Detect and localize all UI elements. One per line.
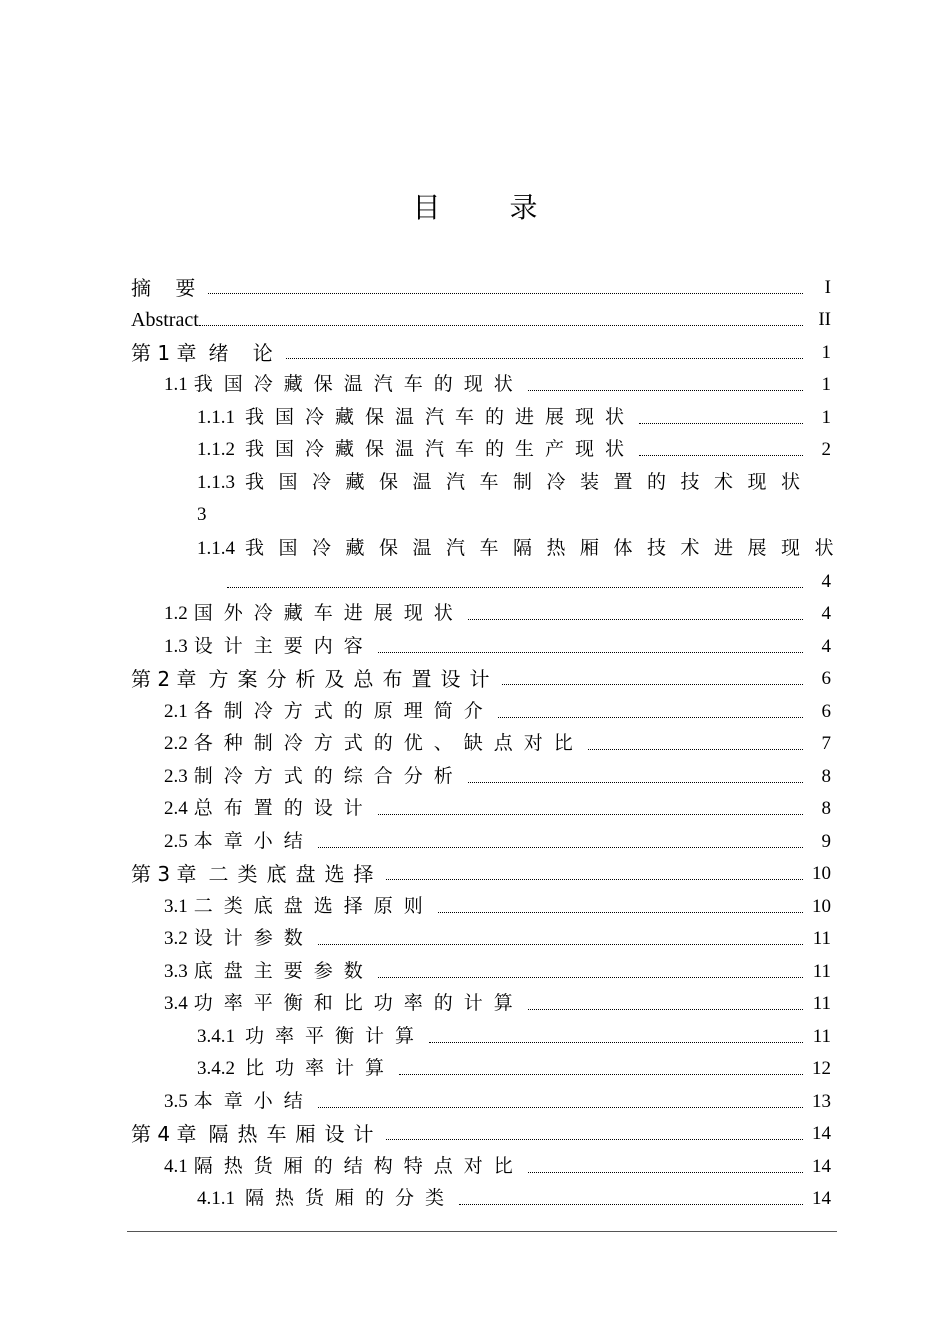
toc-entry-text: 二类底盘选择 bbox=[208, 862, 383, 886]
toc-entry-chapter-1[interactable] bbox=[131, 331, 831, 364]
toc-entry-text: 各制冷方式的原理简介 bbox=[193, 700, 494, 722]
toc-page-number: 13 bbox=[812, 1090, 831, 1112]
toc-page-number: 4 bbox=[821, 603, 831, 624]
dot-leader bbox=[399, 1073, 803, 1075]
toc-entry-1-2[interactable] bbox=[131, 593, 831, 626]
toc-entry-text: 隔热货厢的分类 bbox=[245, 1188, 456, 1209]
toc-entry-number: 3.4.2 bbox=[197, 1058, 235, 1079]
dot-leader bbox=[378, 976, 803, 978]
dot-leader bbox=[378, 651, 803, 653]
toc-entry-number: 3.3 bbox=[164, 960, 188, 982]
toc-entry-text: 本章小结 bbox=[193, 830, 314, 852]
toc-entry-number: 1.1 bbox=[164, 374, 188, 395]
toc-page-number: 14 bbox=[812, 1123, 831, 1144]
toc-entry-text: 功率平衡计算 bbox=[245, 1025, 426, 1047]
toc-entry-3-4-1[interactable] bbox=[131, 1015, 831, 1048]
toc-entry-2-3[interactable] bbox=[131, 755, 831, 788]
toc-page-number: 1 bbox=[821, 341, 831, 363]
toc-entry-1-3[interactable] bbox=[131, 625, 831, 658]
toc-entry-number: 3.4.1 bbox=[197, 1025, 235, 1047]
toc-entry-1-1-2[interactable] bbox=[131, 429, 831, 462]
toc-entry-2-2[interactable] bbox=[131, 723, 831, 756]
dot-leader bbox=[438, 911, 803, 913]
toc-entry-chapter-4[interactable] bbox=[131, 1113, 831, 1146]
toc-page-number: 8 bbox=[821, 765, 831, 787]
toc-entry-1-1-4[interactable] bbox=[131, 526, 849, 560]
dot-leader bbox=[639, 454, 803, 456]
toc-entry-number: 3.5 bbox=[164, 1090, 188, 1112]
toc-entry-text: 功率平衡和比功率的计算 bbox=[193, 993, 524, 1014]
toc-page-number: 8 bbox=[821, 798, 831, 819]
toc-page-number: II bbox=[818, 309, 831, 330]
toc-entry-text: 比功率计算 bbox=[245, 1058, 396, 1079]
dot-leader bbox=[318, 943, 803, 945]
toc-entry-number: 2.5 bbox=[164, 830, 188, 852]
toc-entry-1-1-3[interactable] bbox=[131, 461, 831, 494]
toc-page-number: 14 bbox=[812, 1155, 831, 1177]
toc-page-number: 10 bbox=[812, 863, 831, 884]
toc-entry-number: 1.3 bbox=[164, 635, 188, 657]
toc-entry-3-4-2[interactable] bbox=[131, 1048, 831, 1081]
toc-entry-number: 第 1 章 bbox=[131, 340, 197, 365]
toc-entry-1-1-4-continuation bbox=[131, 560, 831, 593]
toc-entry-number: 2.1 bbox=[164, 700, 188, 722]
toc-page-number: 4 bbox=[821, 570, 831, 592]
toc-entry-3-4[interactable] bbox=[131, 983, 831, 1016]
toc-entry-text: 设计参数 bbox=[193, 928, 314, 949]
toc-entry-number: 4.1.1 bbox=[197, 1188, 235, 1209]
toc-entry-text: 我国冷藏保温汽车隔热厢体技术进展现状 bbox=[245, 538, 849, 559]
dot-leader bbox=[386, 878, 803, 880]
toc-page-number: 10 bbox=[812, 895, 831, 917]
toc-entry-text: 摘 要 bbox=[131, 275, 205, 300]
dot-leader bbox=[498, 716, 803, 718]
toc-entry-text: 总布置的设计 bbox=[193, 798, 374, 819]
dot-leader bbox=[208, 292, 803, 294]
toc-entry-number: 第 4 章 bbox=[131, 1122, 197, 1146]
dot-leader bbox=[468, 781, 803, 783]
toc-page-number: I bbox=[824, 276, 831, 298]
toc-entry-text: Abstract bbox=[131, 309, 199, 331]
dot-leader bbox=[639, 422, 803, 424]
toc-entry-4-1-1[interactable] bbox=[131, 1178, 831, 1211]
footer-rule bbox=[127, 1231, 837, 1232]
toc-page-number: 1 bbox=[821, 374, 831, 395]
toc-entry-text: 本章小结 bbox=[193, 1090, 314, 1112]
toc-entry-number: 1.1.4 bbox=[197, 538, 235, 559]
page-title: 目 录 bbox=[412, 191, 568, 224]
toc-entry-1-1-1[interactable] bbox=[131, 396, 831, 429]
toc-entry-number: 4.1 bbox=[164, 1155, 188, 1177]
toc-page-number: 6 bbox=[821, 668, 831, 689]
dot-leader bbox=[468, 618, 803, 620]
toc-page-number: 1 bbox=[821, 406, 831, 428]
dot-leader bbox=[459, 1203, 803, 1205]
toc-entry-text: 设计主要内容 bbox=[193, 635, 374, 657]
toc-entry-2-5[interactable] bbox=[131, 820, 831, 853]
toc-entry-number: 第 3 章 bbox=[131, 862, 197, 886]
table-of-contents bbox=[131, 266, 849, 1210]
toc-entry-text: 我国冷藏保温汽车的进展现状 bbox=[245, 406, 636, 428]
dot-leader bbox=[502, 683, 803, 685]
toc-entry-text: 各种制冷方式的优、缺点对比 bbox=[193, 733, 584, 754]
toc-page-number: 14 bbox=[812, 1188, 831, 1209]
toc-entry-abstract-cn[interactable] bbox=[131, 266, 831, 299]
dot-leader bbox=[318, 846, 803, 848]
toc-entry-3-5[interactable] bbox=[131, 1080, 831, 1113]
toc-page-number: 2 bbox=[821, 439, 831, 460]
toc-entry-chapter-3[interactable] bbox=[131, 853, 831, 886]
toc-entry-number: 3.2 bbox=[164, 928, 188, 949]
toc-entry-number: 1.1.3 bbox=[197, 471, 235, 493]
toc-entry-4-1[interactable] bbox=[131, 1145, 831, 1178]
toc-entry-number: 2.2 bbox=[164, 733, 188, 754]
toc-entry-text: 底盘主要参数 bbox=[193, 960, 374, 982]
toc-page-number: 7 bbox=[821, 733, 831, 754]
toc-entry-number: 2.3 bbox=[164, 765, 188, 787]
toc-entry-number: 3.4 bbox=[164, 993, 188, 1014]
toc-entry-text: 隔热货厢的结构特点对比 bbox=[193, 1155, 524, 1177]
toc-entry-abstract-en[interactable] bbox=[131, 299, 831, 332]
toc-page-number: 11 bbox=[812, 960, 831, 982]
dot-leader bbox=[286, 357, 803, 359]
toc-entry-3-2[interactable] bbox=[131, 918, 831, 951]
toc-page-number: 3 bbox=[197, 504, 207, 525]
toc-entry-text: 我国冷藏保温汽车的生产现状 bbox=[245, 439, 636, 460]
toc-entry-number: 3.1 bbox=[164, 895, 188, 917]
dot-leader bbox=[378, 813, 803, 815]
toc-entry-2-1[interactable] bbox=[131, 690, 831, 723]
toc-entry-text: 二类底盘选择原则 bbox=[193, 895, 434, 917]
toc-entry-text: 我国冷藏保温汽车的现状 bbox=[193, 374, 524, 395]
toc-page-number: 4 bbox=[821, 635, 831, 657]
toc-page-number: 11 bbox=[812, 1025, 831, 1047]
toc-entry-text: 国外冷藏车进展现状 bbox=[193, 603, 464, 624]
toc-page-number: 9 bbox=[821, 830, 831, 852]
dot-leader bbox=[528, 389, 803, 391]
dot-leader bbox=[318, 1106, 803, 1108]
toc-entry-text: 我国冷藏保温汽车制冷装置的技术现状 bbox=[245, 471, 815, 493]
toc-entry-1-1[interactable] bbox=[131, 364, 831, 397]
toc-entry-3-3[interactable] bbox=[131, 950, 831, 983]
toc-page-number: 11 bbox=[812, 928, 831, 949]
toc-entry-3-1[interactable] bbox=[131, 885, 831, 918]
toc-entry-number: 1.1.2 bbox=[197, 439, 235, 460]
toc-page-number: 6 bbox=[821, 700, 831, 722]
toc-entry-text: 隔热车厢设计 bbox=[208, 1122, 383, 1146]
dot-leader bbox=[386, 1138, 803, 1140]
toc-entry-chapter-2[interactable] bbox=[131, 658, 831, 691]
dot-leader bbox=[227, 586, 803, 588]
toc-entry-text: 制冷方式的综合分析 bbox=[193, 765, 464, 787]
dot-leader bbox=[429, 1041, 803, 1043]
toc-page-number: 12 bbox=[812, 1058, 831, 1079]
toc-entry-number: 2.4 bbox=[164, 798, 188, 819]
dot-leader bbox=[528, 1008, 803, 1010]
toc-entry-text: 绪 论 bbox=[208, 340, 282, 365]
dot-leader bbox=[588, 748, 803, 750]
toc-entry-number: 第 2 章 bbox=[131, 667, 197, 691]
toc-entry-2-4[interactable] bbox=[131, 788, 831, 821]
toc-entry-1-1-3-page-line bbox=[131, 494, 831, 527]
dot-leader bbox=[528, 1171, 803, 1173]
dot-leader bbox=[199, 324, 803, 326]
toc-entry-number: 1.1.1 bbox=[197, 406, 235, 428]
toc-page-number: 11 bbox=[812, 993, 831, 1014]
toc-entry-number: 1.2 bbox=[164, 603, 188, 624]
toc-entry-text: 方案分析及总布置设计 bbox=[208, 667, 499, 691]
